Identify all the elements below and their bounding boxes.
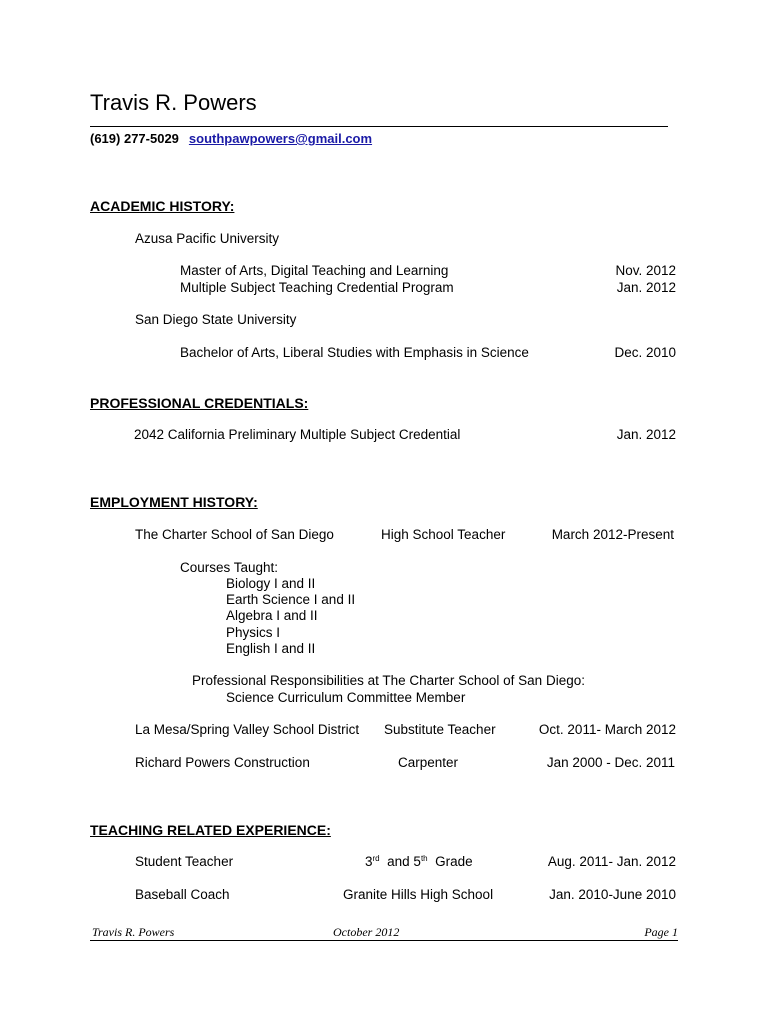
responsibility-item: Science Curriculum Committee Member (226, 690, 466, 705)
course-item: Biology I and II (226, 576, 316, 591)
credential-item: 2042 California Preliminary Multiple Subject Credential (134, 427, 461, 442)
date-masters: Nov. 2012 (615, 263, 676, 278)
job2-title: Substitute Teacher (384, 722, 496, 737)
exp1-dates: Aug. 2011- Jan. 2012 (547, 854, 676, 869)
degree-credential-program: Multiple Subject Teaching Credential Program (180, 280, 454, 295)
job1-dates: March 2012-Present (551, 527, 674, 542)
course-item: Algebra I and II (226, 608, 318, 623)
academic-history-heading: ACADEMIC HISTORY: (90, 198, 235, 214)
exp2-role: Baseball Coach (135, 887, 230, 902)
footer-date: October 2012 (333, 925, 400, 939)
phone-number: (619) 277-5029 (90, 131, 179, 146)
job1-employer: The Charter School of San Diego (135, 527, 334, 542)
resume-name: Travis R. Powers (90, 90, 257, 115)
credential-date: Jan. 2012 (616, 427, 676, 442)
school-sdsu: San Diego State University (135, 312, 297, 327)
contact-line (90, 131, 372, 146)
credentials-heading: PROFESSIONAL CREDENTIALS: (90, 395, 309, 411)
course-item: English I and II (226, 641, 316, 656)
footer-name: Travis R. Powers (92, 925, 175, 939)
exp2-dates: Jan. 2010-June 2010 (549, 887, 676, 902)
email-link[interactable]: southpawpowers@gmail.com (188, 131, 373, 146)
job3-employer: Richard Powers Construction (135, 755, 310, 770)
job3-title: Carpenter (398, 755, 459, 770)
exp1-role: Student Teacher (135, 854, 234, 869)
school-azusa: Azusa Pacific University (135, 231, 280, 246)
teaching-heading: TEACHING RELATED EXPERIENCE: (90, 822, 331, 838)
footer-divider (90, 940, 678, 941)
courses-label: Courses Taught: (180, 560, 279, 575)
footer-page-number: Page 1 (644, 925, 678, 939)
job3-dates: Jan 2000 - Dec. 2011 (546, 755, 675, 770)
degree-masters: Master of Arts, Digital Teaching and Learning (180, 263, 449, 278)
date-credential-program: Jan. 2012 (616, 280, 676, 295)
degree-bachelors: Bachelor of Arts, Liberal Studies with Emphasis in Science (180, 345, 529, 360)
course-item: Earth Science I and II (226, 592, 356, 607)
employment-heading: EMPLOYMENT HISTORY: (90, 494, 258, 510)
job2-employer: La Mesa/Spring Valley School District (135, 722, 360, 737)
exp2-place: Granite Hills High School (343, 887, 494, 902)
exp1-grade: 3rd and 5th Grade (365, 854, 473, 869)
job2-dates: Oct. 2011- March 2012 (538, 722, 676, 737)
date-bachelors: Dec. 2010 (614, 345, 676, 360)
course-item: Physics I (226, 625, 281, 640)
job1-title: High School Teacher (381, 527, 506, 542)
header-divider (90, 126, 668, 127)
responsibilities-label: Professional Responsibilities at The Charter School of San Diego: (192, 673, 585, 688)
